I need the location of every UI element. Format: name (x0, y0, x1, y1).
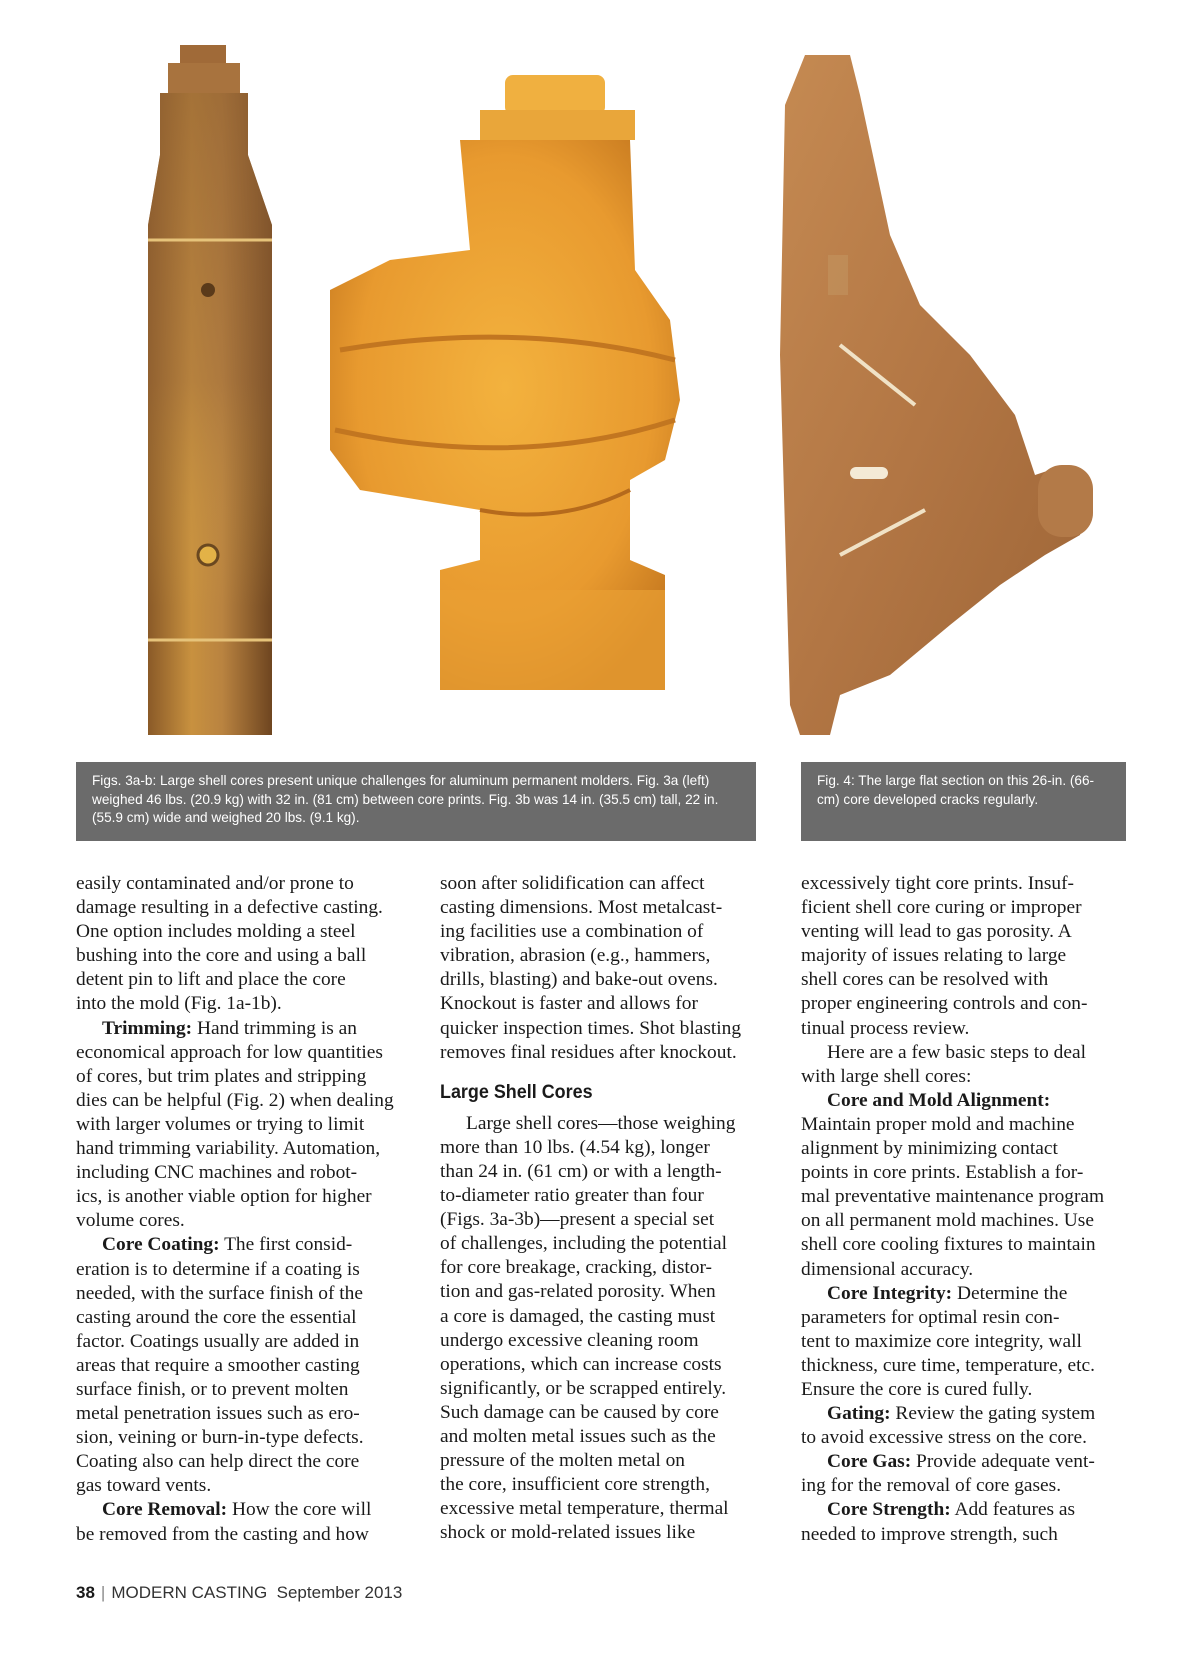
text-line: drills, blasting) and bake-out ovens. (440, 969, 718, 991)
text-line: parameters for optimal resin con- (801, 1306, 1060, 1328)
core-gas-heading: Core Gas: (827, 1451, 912, 1473)
large-shell-cores-paragraph-rest (440, 1136, 758, 1546)
trimming-paragraph (76, 1017, 394, 1041)
text-line: tent to maximize core integrity, wall (801, 1330, 1082, 1352)
text-line: Maintain proper mold and machine (801, 1113, 1075, 1135)
text-line: the core, insufficient core strength, (440, 1474, 710, 1496)
text-line: soon after solidification can affect (440, 873, 705, 894)
text-line: excessively tight core prints. Insuf- (801, 873, 1075, 894)
text-line: ics, is another viable option for higher (76, 1186, 372, 1208)
text-line: gas toward vents. (76, 1475, 212, 1497)
core-gas-paragraph (801, 1450, 1119, 1474)
text-line: and molten metal issues such as the (440, 1425, 716, 1447)
text-line: Knockout is faster and allows for (440, 993, 698, 1015)
column-1 (76, 872, 394, 1547)
fig3b-core-photo (330, 70, 710, 710)
text-line: points in core prints. Establish a for- (801, 1162, 1084, 1184)
text-line: casting dimensions. Most metalcast- (440, 897, 723, 919)
text-line: mal preventative maintenance program (801, 1186, 1105, 1208)
gating-paragraph-rest (801, 1426, 1119, 1450)
text-line: alignment by minimizing contact (801, 1138, 1058, 1160)
text-line: venting will lead to gas porosity. A (801, 921, 1072, 943)
text-fragment: Hand trimming is an (192, 1017, 357, 1039)
text-line: of cores, but trim plates and stripping (76, 1065, 367, 1087)
text-line: Such damage can be caused by core (440, 1401, 719, 1423)
fig4-caption-text: Fig. 4: The large flat section on this 26-in. (66-cm) core developed cracks regularly. (817, 773, 1095, 807)
text-line: pressure of the molten metal on (440, 1450, 686, 1472)
core-coating-paragraph (76, 1233, 394, 1257)
text-line: removes final residues after knockout. (440, 1041, 737, 1063)
text-line: shell cores can be resolved with (801, 969, 1049, 991)
page-footer (76, 1583, 402, 1603)
magazine-name: MODERN CASTING (111, 1583, 268, 1602)
fig4-core-photo (780, 55, 1125, 745)
text-line: on all permanent mold machines. Use (801, 1210, 1094, 1232)
core-mold-alignment-paragraph (801, 1089, 1119, 1113)
text-line: ing facilities use a combination of (440, 921, 704, 943)
text-line: Large shell cores—those weighing (466, 1112, 736, 1134)
text-fragment: The first consid- (219, 1234, 353, 1256)
core-integrity-heading: Core Integrity: (827, 1282, 953, 1304)
core-gas-paragraph-rest (801, 1474, 1119, 1498)
text-line: Here are a few basic steps to deal (827, 1041, 1086, 1063)
text-fragment: Review the gating system (890, 1403, 1096, 1425)
text-line: surface finish, or to prevent molten (76, 1378, 349, 1400)
core-integrity-paragraph (801, 1282, 1119, 1306)
trimming-paragraph-rest (76, 1041, 394, 1234)
gating-paragraph (801, 1402, 1119, 1426)
core-strength-paragraph (801, 1498, 1119, 1522)
fig3a-core-photo (130, 45, 290, 745)
text-line: Ensure the core is cured fully. (801, 1378, 1033, 1400)
text-line: with larger volumes or trying to limit (76, 1113, 365, 1135)
text-line: metal penetration issues such as ero- (76, 1403, 360, 1425)
text-line: into the mold (Fig. 1a-1b). (76, 993, 282, 1015)
text-line: damage resulting in a defective casting. (76, 897, 383, 919)
text-line: bushing into the core and using a ball (76, 945, 367, 967)
text-fragment: Add features as (950, 1499, 1076, 1521)
text-line: a core is damaged, the casting must (440, 1305, 716, 1327)
fig4-caption (801, 762, 1126, 841)
text-fragment: How the core will (227, 1499, 372, 1521)
text-line: than 24 in. (61 cm) or with a length- (440, 1160, 722, 1182)
core-strength-heading: Core Strength: (827, 1499, 951, 1521)
text-line: vibration, abrasion (e.g., hammers, (440, 945, 711, 967)
text-line: ficient shell core curing or improper (801, 897, 1082, 919)
text-line: (Figs. 3a-3b)—present a special set (440, 1209, 715, 1231)
text-line: excessive metal temperature, thermal (440, 1498, 729, 1520)
col3-paragraph-2 (801, 1041, 1119, 1065)
text-line: of challenges, including the potential (440, 1233, 728, 1255)
section-heading: Large Shell Cores (440, 1080, 593, 1103)
text-line: tinual process review. (801, 1017, 970, 1039)
gating-heading: Gating: (827, 1403, 891, 1425)
text-fragment: Provide adequate vent- (911, 1451, 1095, 1473)
core-coating-heading: Core Coating: (102, 1234, 220, 1256)
text-fragment: Determine the (952, 1282, 1068, 1304)
core-removal-paragraph-rest (76, 1523, 394, 1547)
text-line: economical approach for low quantities (76, 1041, 383, 1063)
text-line: majority of issues relating to large (801, 945, 1067, 967)
text-line: One option includes molding a steel (76, 921, 356, 943)
core-removal-heading: Core Removal: (102, 1499, 228, 1521)
core-integrity-paragraph-rest (801, 1306, 1119, 1402)
text-line: tion and gas-related porosity. When (440, 1281, 716, 1303)
text-line: sion, veining or burn-in-type defects. (76, 1427, 364, 1449)
page-number: 38 (76, 1583, 95, 1602)
core-removal-paragraph (76, 1498, 394, 1522)
col2-paragraph-1 (440, 872, 758, 1065)
core-mold-alignment-heading: Core and Mold Alignment: (827, 1089, 1051, 1111)
trimming-heading: Trimming: (102, 1017, 193, 1039)
text-line: undergo excessive cleaning room (440, 1329, 699, 1351)
text-line: to-diameter ratio greater than four (440, 1185, 704, 1207)
text-line: to avoid excessive stress on the core. (801, 1427, 1087, 1449)
text-line: significantly, or be scrapped entirely. (440, 1377, 727, 1399)
issue-date: September 2013 (276, 1583, 403, 1602)
text-line: proper engineering controls and con- (801, 993, 1088, 1015)
fig3-caption (76, 762, 756, 841)
text-line: needed, with the surface finish of the (76, 1282, 363, 1304)
core-mold-alignment-paragraph-rest (801, 1113, 1119, 1282)
text-line: ing for the removal of core gases. (801, 1475, 1062, 1497)
text-line: for core breakage, cracking, distor- (440, 1257, 713, 1279)
text-line: more than 10 lbs. (4.54 kg), longer (440, 1136, 710, 1158)
text-line: hand trimming variability. Automation, (76, 1138, 381, 1160)
col3-paragraph-2-rest (801, 1065, 1119, 1089)
text-line: detent pin to lift and place the core (76, 969, 346, 991)
text-line: needed to improve strength, such (801, 1523, 1058, 1545)
text-line: factor. Coatings usually are added in (76, 1330, 360, 1352)
text-line: be removed from the casting and how (76, 1523, 369, 1545)
text-line: operations, which can increase costs (440, 1353, 722, 1375)
fig3-caption-text: Figs. 3a-b: Large shell cores present unique challenges for aluminum permanent molders. Fig. 3a (left) weighed 46 lbs. (20.9 kg) with 32 in. (81 cm) between core prints. Fig. 3b was 14 in. (35.5 cm) tall, 22 in. (55.9 cm) wide and weighed 20 lbs. (9.1 kg). (92, 773, 719, 825)
text-line: including CNC machines and robot- (76, 1162, 358, 1184)
text-line: easily contaminated and/or prone to (76, 873, 354, 894)
text-line: shock or mold-related issues like (440, 1522, 696, 1544)
column-3 (801, 872, 1119, 1547)
text-line: dies can be helpful (Fig. 2) when dealing (76, 1089, 394, 1111)
text-line: volume cores. (76, 1210, 185, 1232)
text-line: quicker inspection times. Shot blasting (440, 1017, 742, 1039)
text-line: Coating also can help direct the core (76, 1451, 360, 1473)
text-line: with large shell cores: (801, 1065, 972, 1087)
text-line: thickness, cure time, temperature, etc. (801, 1354, 1095, 1376)
text-line: eration is to determine if a coating is (76, 1258, 360, 1280)
core-coating-paragraph-rest (76, 1258, 394, 1499)
column-2 (440, 872, 758, 1545)
text-line: shell core cooling fixtures to maintain (801, 1234, 1096, 1256)
col1-paragraph-1 (76, 872, 394, 1017)
large-shell-cores-paragraph (440, 1112, 758, 1136)
text-line: areas that require a smoother casting (76, 1354, 360, 1376)
col3-paragraph-1 (801, 872, 1119, 1041)
footer-divider: | (100, 1583, 106, 1602)
text-line: dimensional accuracy. (801, 1258, 974, 1280)
core-strength-paragraph-rest (801, 1523, 1119, 1547)
text-line: casting around the core the essential (76, 1306, 357, 1328)
